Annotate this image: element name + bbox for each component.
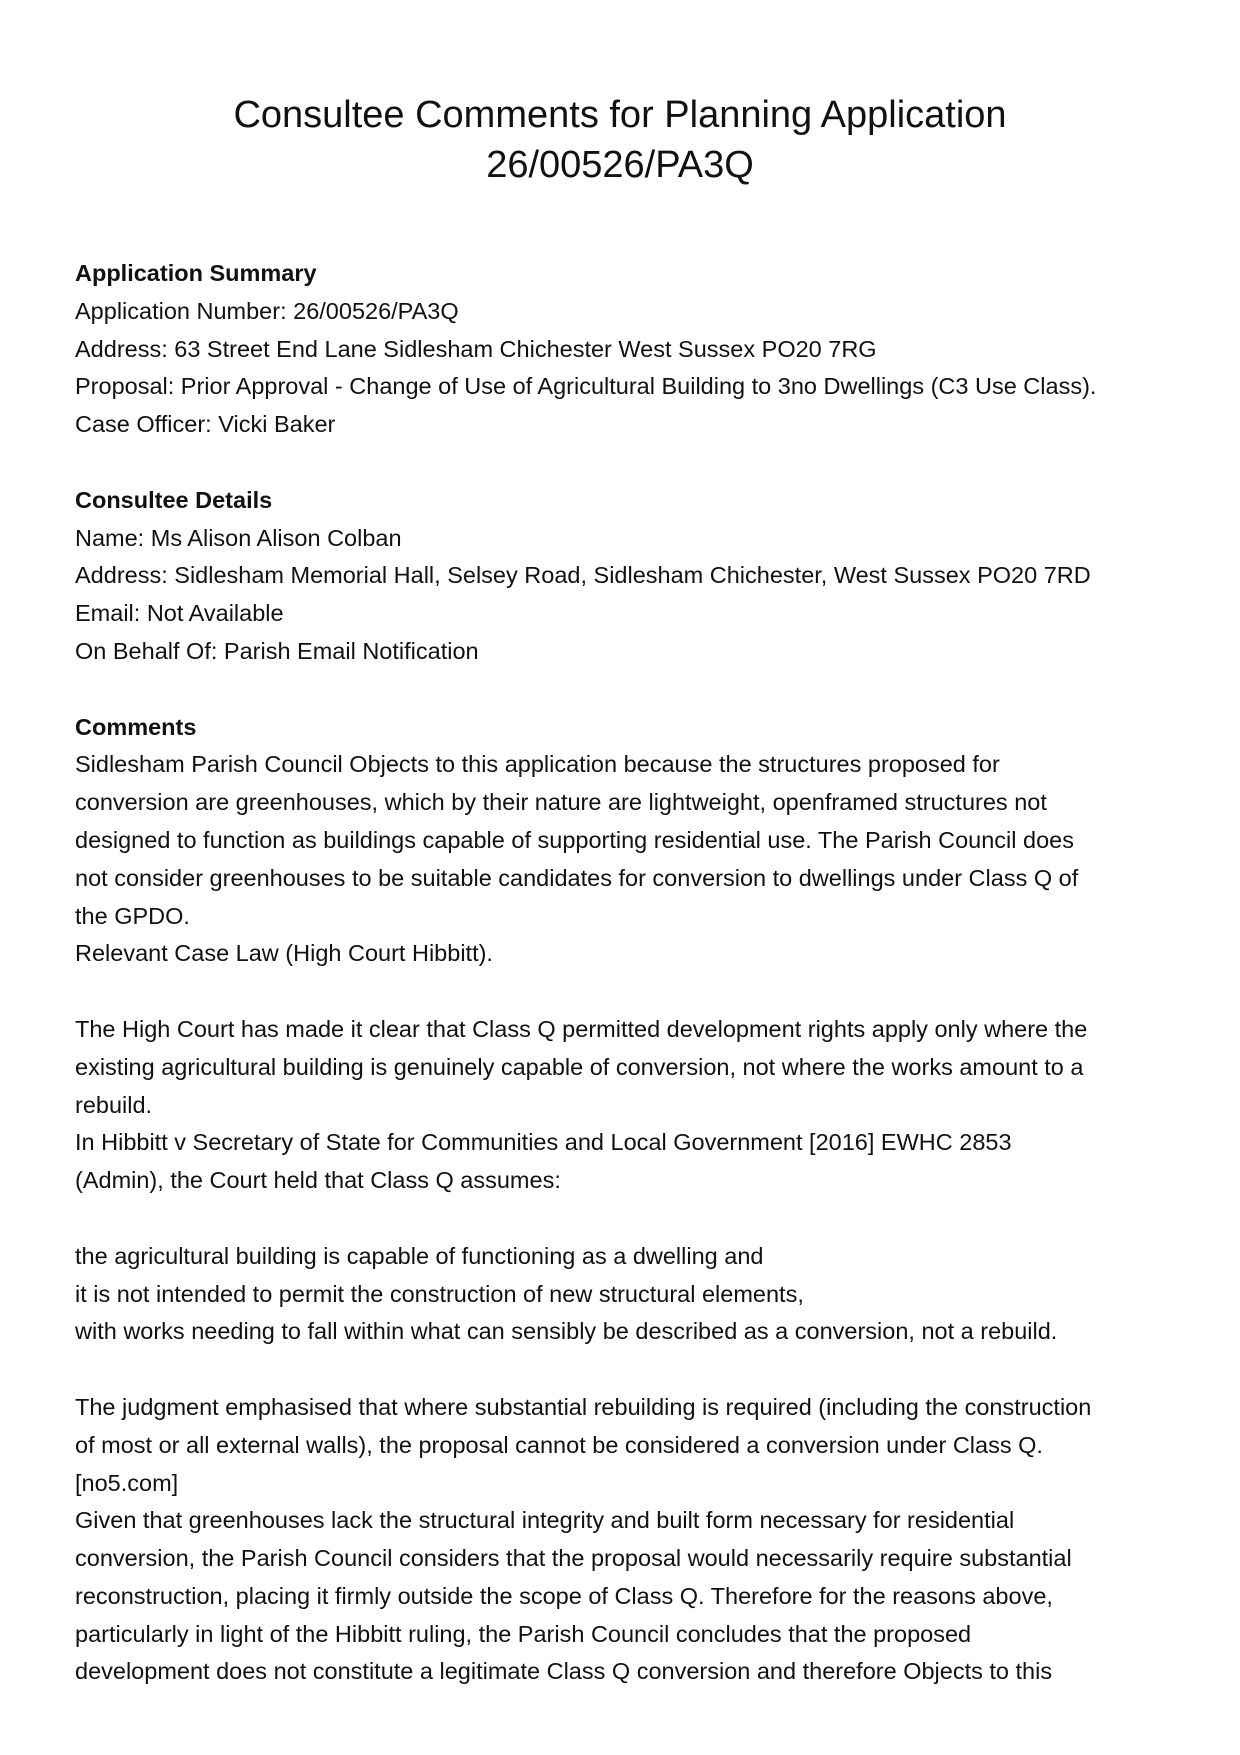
comment-line: The High Court has made it clear that Class Q permitted development rights apply only where the	[75, 1015, 1088, 1042]
application-address: Address: 63 Street End Lane Sidlesham Chichester West Sussex PO20 7RG	[75, 335, 877, 362]
title-line-1: Consultee Comments for Planning Application	[233, 94, 1007, 136]
comment-line: existing agricultural building is genuinely capable of conversion, not where the works amount to a	[75, 1053, 1084, 1080]
case-officer: Case Officer: Vicki Baker	[75, 411, 336, 438]
document-body	[75, 255, 1195, 1691]
comment-line: conversion are greenhouses, which by their nature are lightweight, openframed structures not	[75, 789, 1047, 816]
paragraph-gap	[75, 1351, 1195, 1389]
comment-line: particularly in light of the Hibbitt ruling, the Parish Council concludes that the proposed	[75, 1620, 972, 1647]
comment-line: the agricultural building is capable of functioning as a dwelling and	[75, 1242, 764, 1269]
consultee-name: Name: Ms Alison Alison Colban	[75, 524, 402, 551]
comment-line: reconstruction, placing it firmly outside the scope of Class Q. Therefore for the reasons above,	[75, 1582, 1053, 1609]
comment-line: [no5.com]	[75, 1469, 179, 1496]
comments-heading: Comments	[75, 713, 197, 740]
comment-line: of most or all external walls), the proposal cannot be considered a conversion under Class Q.	[75, 1431, 1043, 1458]
consultee-details-heading: Consultee Details	[75, 486, 273, 513]
application-number: Application Number: 26/00526/PA3Q	[75, 297, 459, 324]
comment-line: with works needing to fall within what can sensibly be described as a conversion, not a rebuild.	[75, 1318, 1058, 1345]
comment-line: rebuild.	[75, 1091, 153, 1118]
comment-line: not consider greenhouses to be suitable candidates for conversion to dwellings under Class Q of	[75, 864, 1079, 891]
comment-line: (Admin), the Court held that Class Q assumes:	[75, 1167, 561, 1194]
consultee-address: Address: Sidlesham Memorial Hall, Selsey Road, Sidlesham Chichester, West Sussex PO20 7RD	[75, 562, 1091, 589]
comments-text	[75, 746, 1195, 1691]
application-summary-section	[75, 255, 1195, 444]
paragraph-gap	[75, 1200, 1195, 1238]
application-proposal: Proposal: Prior Approval - Change of Use of Agricultural Building to 3no Dwellings (C3 Use Class).	[75, 373, 1097, 400]
section-spacer	[75, 444, 1195, 482]
comment-line: In Hibbitt v Secretary of State for Communities and Local Government [2016] EWHC 2853	[75, 1129, 1012, 1156]
title-line-2: 26/00526/PA3Q	[486, 144, 754, 186]
comments-section	[75, 709, 1195, 1692]
comment-line: The judgment emphasised that where substantial rebuilding is required (including the construction	[75, 1393, 1092, 1420]
consultee-on-behalf-of: On Behalf Of: Parish Email Notification	[75, 637, 479, 664]
section-spacer	[75, 671, 1195, 709]
paragraph-gap	[75, 973, 1195, 1011]
comment-line: Given that greenhouses lack the structural integrity and built form necessary for residential	[75, 1507, 1015, 1534]
application-summary-heading: Application Summary	[75, 260, 317, 286]
comment-line: the GPDO.	[75, 902, 190, 929]
page-title	[0, 90, 1240, 190]
comment-line: Relevant Case Law (High Court Hibbitt).	[75, 940, 493, 967]
comment-line: Sidlesham Parish Council Objects to this application because the structures proposed for	[75, 751, 1000, 778]
comment-line: designed to function as buildings capable of supporting residential use. The Parish Council does	[75, 826, 1074, 853]
comment-line: conversion, the Parish Council considers that the proposal would necessarily require substantial	[75, 1545, 1072, 1572]
consultee-details-section	[75, 482, 1195, 671]
comment-line: development does not constitute a legitimate Class Q conversion and therefore Objects to this	[75, 1658, 1053, 1685]
comment-line: it is not intended to permit the construction of new structural elements,	[75, 1280, 804, 1307]
consultee-email: Email: Not Available	[75, 600, 284, 627]
